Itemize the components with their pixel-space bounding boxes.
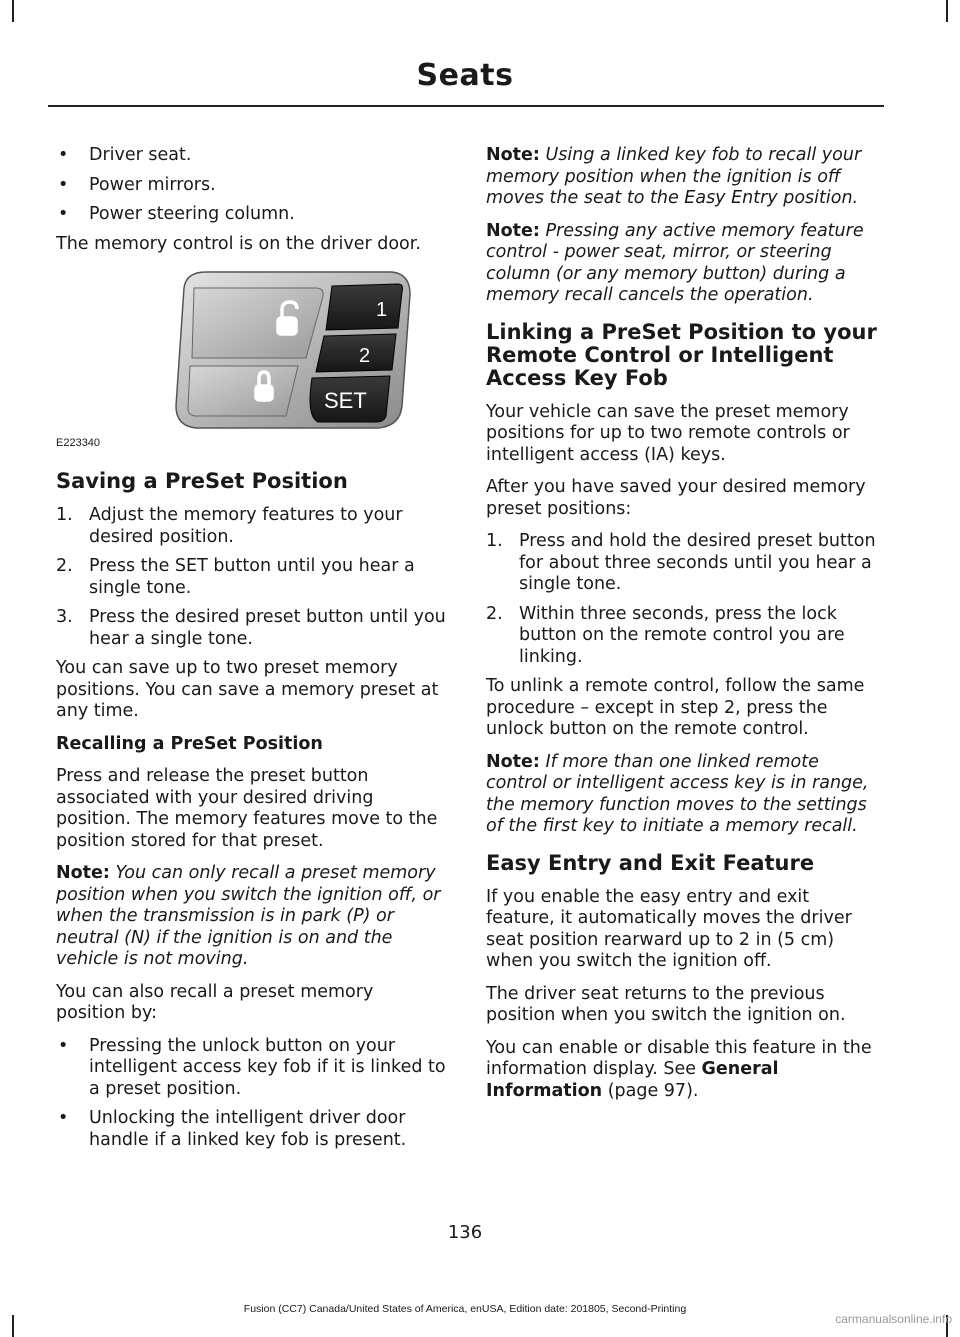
returns-text: The driver seat returns to the previous position when you switch the ignition on.	[486, 983, 846, 1025]
list-item: • Driver seat.	[58, 145, 192, 165]
corner-mark-top-left-v	[12, 0, 14, 22]
also-recall-text: You can also recall a preset memory position by:	[56, 981, 374, 1023]
page-title: Seats	[416, 58, 514, 93]
list-item: • Pressing the unlock button on your intelligent access key fob if it is linked to a preset position.	[58, 1035, 446, 1099]
list-item: 2. Press the SET button until you hear a single tone.	[56, 556, 415, 598]
easy-entry-text: If you enable the easy entry and exit feature, it automatically moves the driver seat position rearward up to 2 in (5 cm) when you switch the ignition off.	[486, 886, 852, 971]
list-item: 1. Press and hold the desired preset button for about three seconds until you hear a single tone.	[486, 531, 876, 594]
list-item: 2. Within three seconds, press the lock button on the remote control you are linking.	[486, 603, 845, 667]
unlink-text: To unlink a remote control, follow the same procedure – except in step 2, press the unlock button on the remote control.	[486, 676, 865, 739]
linking-heading: Linking a PreSet Position to your Remote Control or Intelligent Access Key Fob	[486, 319, 877, 390]
watermark: carmanualsonline.info	[835, 1312, 952, 1326]
figure-id: E223340	[56, 436, 101, 449]
list-item: • Power mirrors.	[58, 174, 216, 195]
list-item: • Power steering column.	[58, 204, 295, 224]
preset-2-label: 2	[359, 345, 371, 367]
list-item: • Unlocking the intelligent driver door handle if a linked key fob is present.	[58, 1108, 407, 1150]
corner-mark-top-right-v	[946, 0, 948, 22]
edition-text: Fusion (CC7) Canada/United States of America, enUSA, Edition date: 201805, Second-Printing	[243, 1303, 687, 1315]
right-column	[486, 145, 880, 1113]
note: Note: Using a linked key fob to recall your memory position when the ignition is off moves the seat to the Easy Entry position.	[486, 145, 862, 208]
recalling-text: Press and release the preset button associated with your desired driving position. The memory features move to the position stored for that preset.	[56, 766, 438, 851]
note: Note: You can only recall a preset memory position when you switch the ignition off, or when the transmission is in park (P) or neutral (N) if the ignition is on and the vehicle is not moving.	[56, 863, 441, 969]
memory-control-text: The memory control is on the driver door.	[56, 233, 421, 254]
list-item: 1. Adjust the memory features to your desired position.	[56, 505, 403, 547]
note: Note: If more than one linked remote control or intelligent access key is in range, the memory function moves to the settings of the first key to initiate a memory recall.	[486, 751, 869, 836]
enable-text: You can enable or disable this feature in the information display. See General Information (page 97).	[486, 1037, 872, 1101]
corner-mark-bottom-left-v	[12, 1315, 14, 1337]
set-button-label: SET	[324, 388, 367, 413]
header-divider	[48, 105, 884, 107]
easy-entry-heading: Easy Entry and Exit Feature	[486, 850, 815, 875]
saving-heading: Saving a PreSet Position	[56, 469, 348, 493]
after-saved-text: After you have saved your desired memory preset positions:	[486, 477, 866, 519]
page-number: 136	[447, 1222, 483, 1243]
memory-buttons-illustration	[166, 266, 416, 446]
save-up-text: You can save up to two preset memory positions. You can save a memory preset at any time.	[56, 658, 439, 721]
recalling-heading: Recalling a PreSet Position	[56, 733, 323, 754]
list-item: 3. Press the desired preset button until you hear a single tone.	[56, 607, 446, 649]
general-information-link[interactable]: General Information	[486, 1059, 779, 1101]
preset-1-label: 1	[376, 299, 388, 321]
left-column	[56, 145, 448, 1159]
memory-control-figure	[56, 266, 386, 456]
note: Note: Pressing any active memory feature control - power seat, mirror, or steering column (or any memory button) during a memory recall cancels the operation.	[486, 220, 864, 305]
linking-text: Your vehicle can save the preset memory positions for up to two remote controls or intelligent access (IA) keys.	[486, 401, 850, 465]
